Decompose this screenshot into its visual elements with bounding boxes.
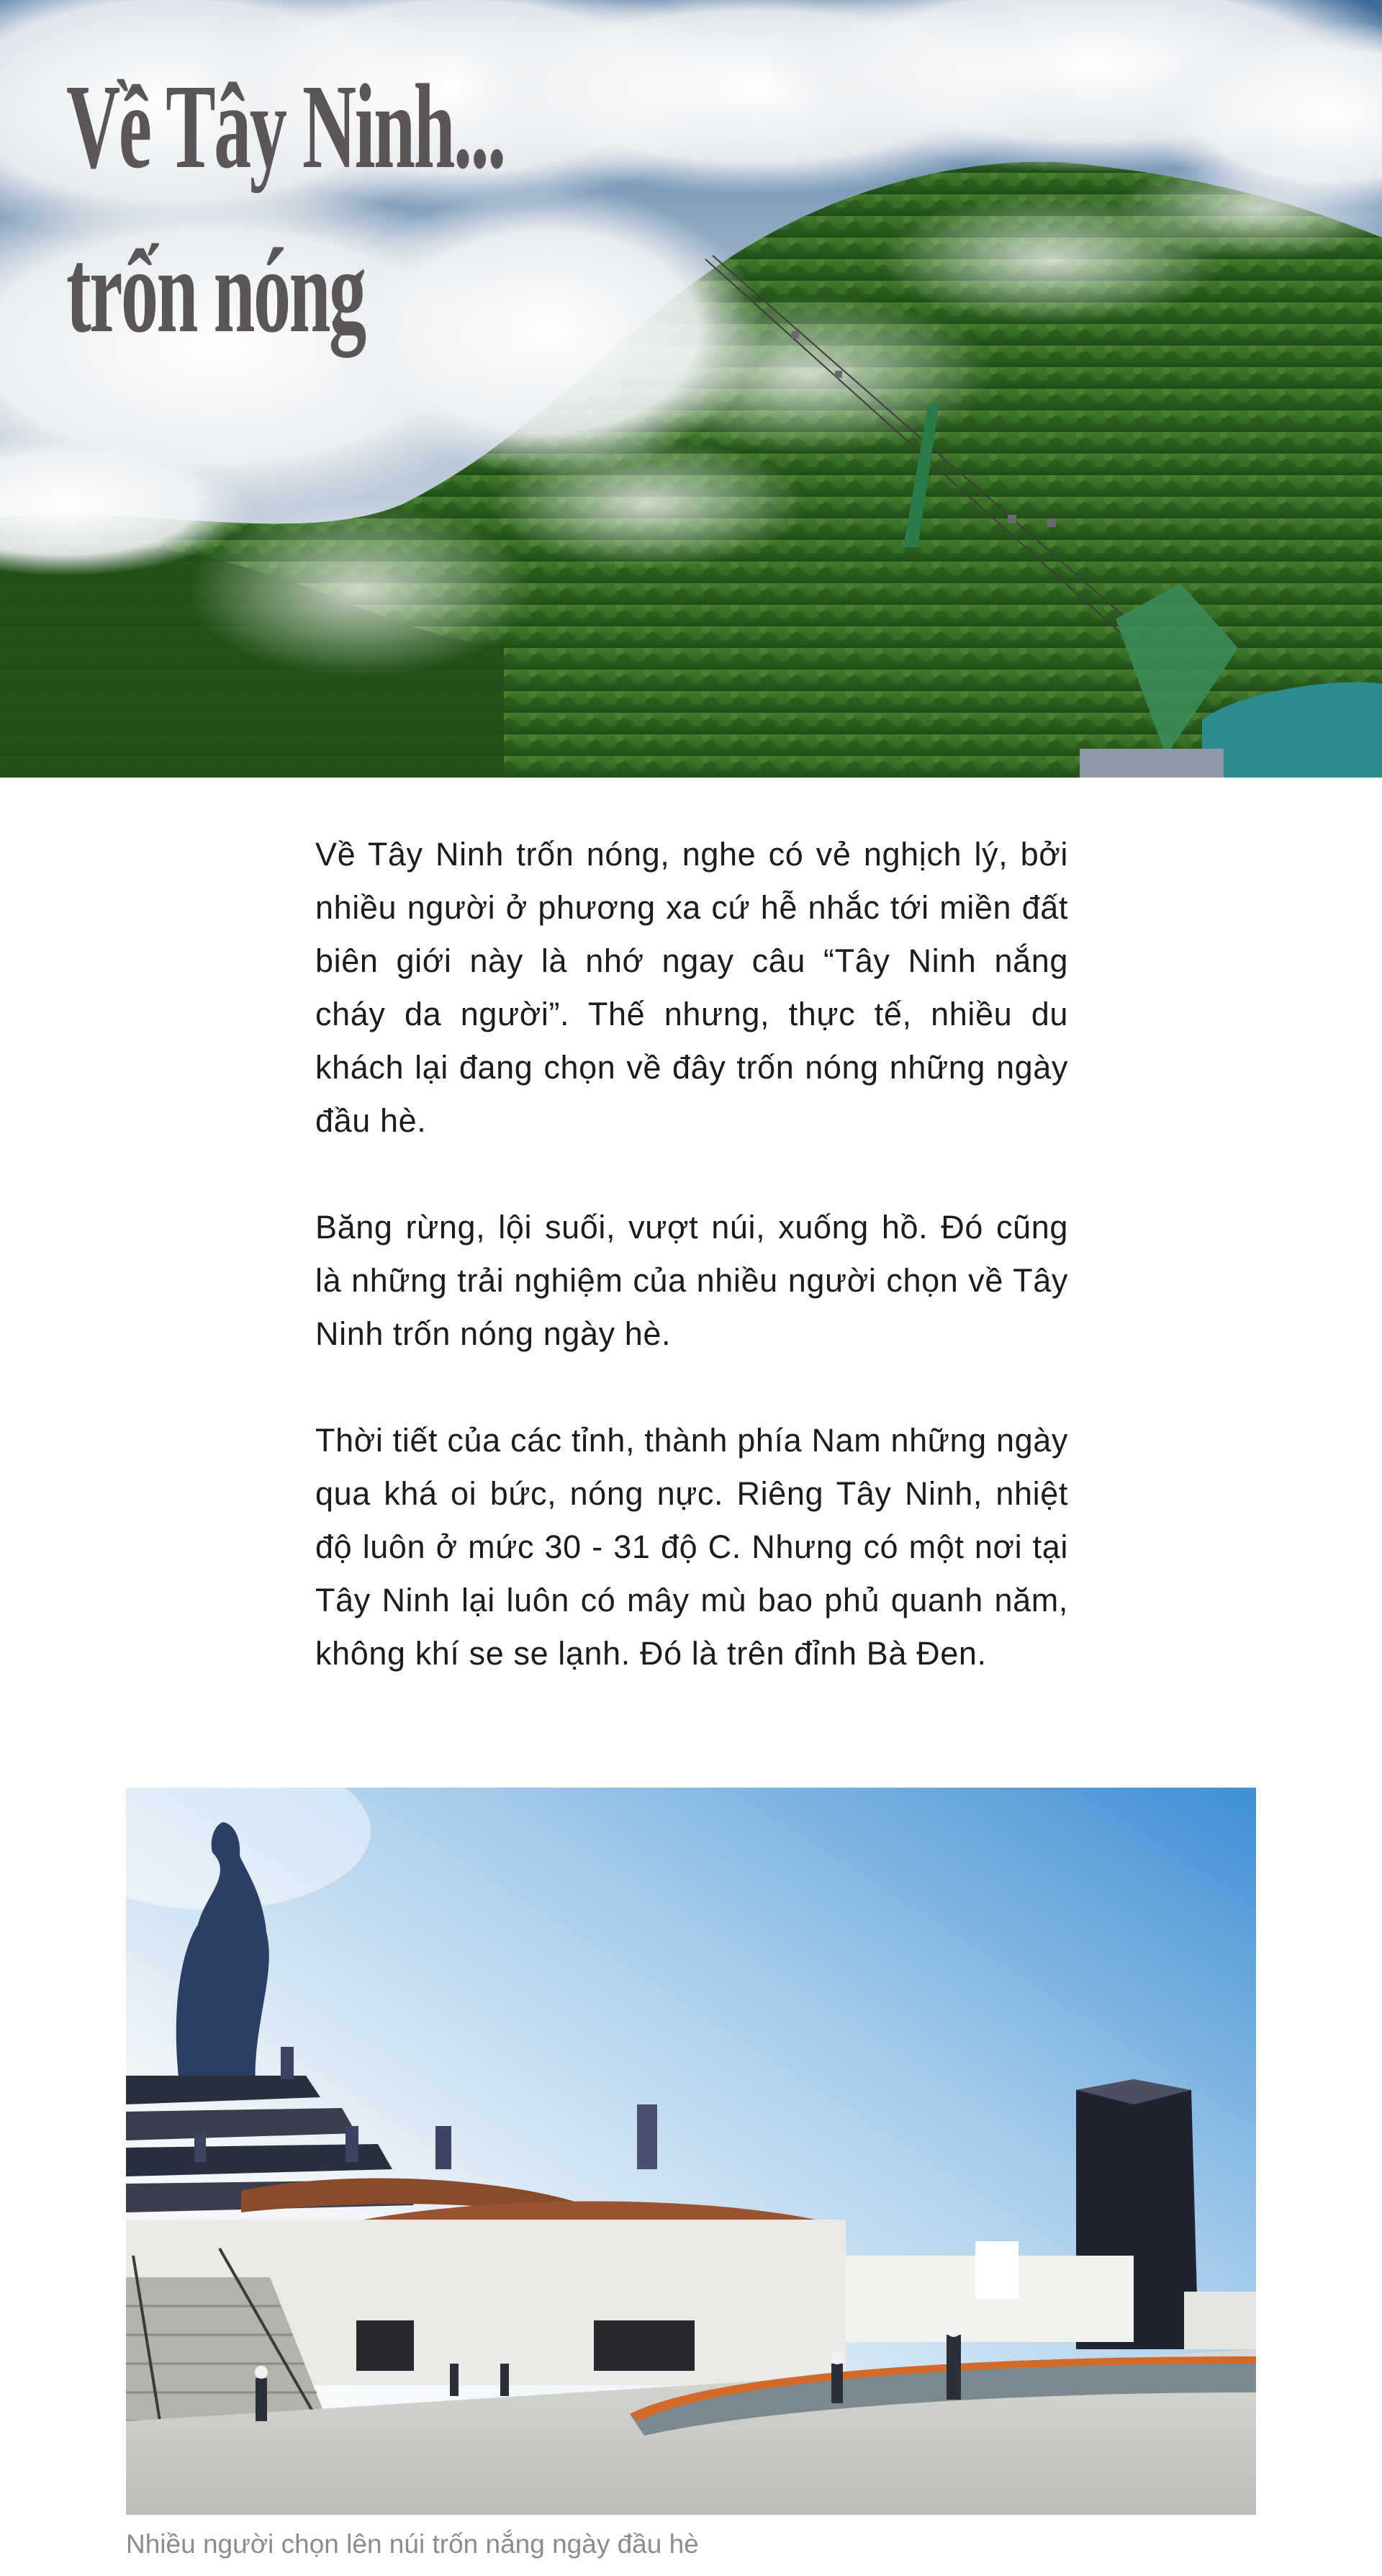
paragraph-1: Về Tây Ninh trốn nóng, nghe có vẻ nghịch lý, bởi nhiều người ở phương xa cứ hễ nhắc tới miền đất biên giới này là nhớ ngay câu “Tây Ninh nắng cháy da người”. Thế nhưng, thực tế, nhiều du khách lại đang chọn về đây trốn nóng những ngày đầu hè.: [315, 836, 1068, 1139]
hero-photo: [0, 0, 1382, 778]
title-line-2: trốn nóng: [66, 224, 365, 358]
article-body: [315, 828, 1068, 1734]
paragraph-3: Thời tiết của các tỉnh, thành phía Nam những ngày qua khá oi bức, nóng nực. Riêng Tây Ninh, nhiệt độ luôn ở mức 30 - 31 độ C. Nhưng có một nơi tại Tây Ninh lại luôn có mây mù bao phủ quanh năm, không khí se se lạnh. Đó là trên đỉnh Bà Đen.: [315, 1422, 1068, 1672]
page-title: [66, 45, 505, 373]
paragraph-2: Băng rừng, lội suối, vượt núi, xuống hồ. Đó cũng là những trải nghiệm của nhiều người chọn về Tây Ninh trốn nóng ngày hè.: [315, 1209, 1068, 1352]
statue-plaza-photo: [126, 1788, 1256, 2515]
statue-plaza-illustration: [126, 1788, 1256, 2515]
photo-caption: Nhiều người chọn lên núi trốn nắng ngày đầu hè: [126, 2529, 699, 2559]
title-line-1: Về Tây Ninh...: [66, 60, 505, 194]
